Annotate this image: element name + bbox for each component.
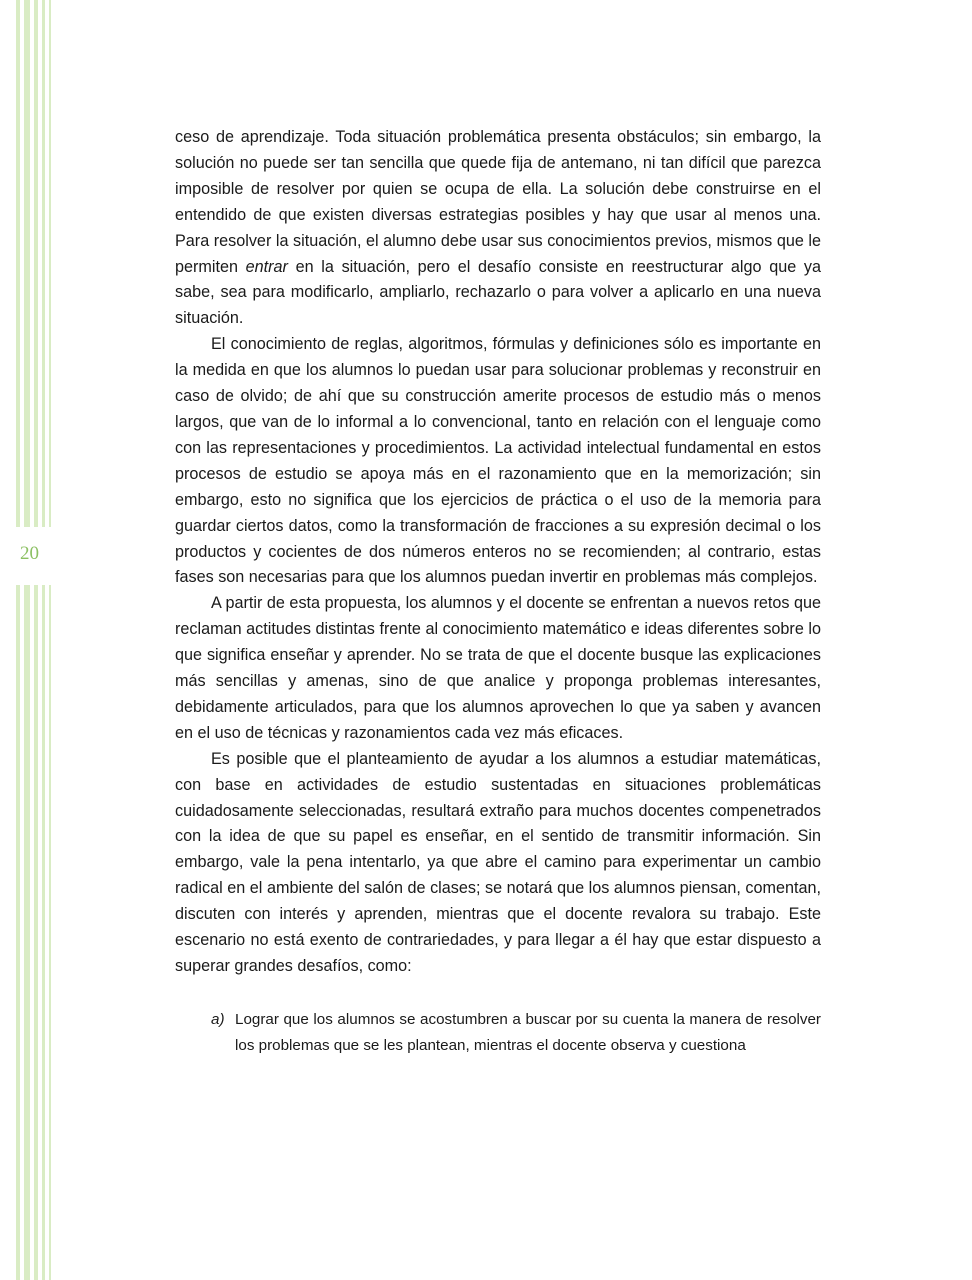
body-text xyxy=(175,125,821,1059)
challenge-list xyxy=(175,1007,821,1059)
paragraph-1-text: ceso de aprendizaje. Toda situación problemática presenta obstáculos; sin embargo, la solución no puede ser tan sencilla que quede fija de antemano, ni tan difícil que parezca imposible de resolver por quien se ocupa de ella. La solución debe construirse en el entendido de que existen diversas estrategias posibles y hay que usar al menos una. Para resolver la situación, el alumno debe usar sus conocimientos previos, mismos que le permiten xyxy=(175,128,821,276)
margin-stripe xyxy=(34,0,38,1280)
paragraph-4: Es posible que el planteamiento de ayudar a los alumnos a estudiar matemáticas, con base en actividades de estudio sustentadas en situaciones problemáticas cuidadosamente seleccionadas, resultará extraño para muchos docentes compenetrados con la idea de que su papel es enseñar, en el sentido de transmitir información. Sin embargo, vale la pena intentarlo, ya que abre el camino para experimentar un cambio radical en el ambiente del salón de clases; se notará que los alumnos piensan, comentan, discuten con interés y aprenden, mientras que el docente revalora su trabajo. Este escenario no está exento de contrariedades, y para llegar a él hay que estar dispuesto a superar grandes desafíos, como: xyxy=(175,749,821,975)
paragraph-3: A partir de esta propuesta, los alumnos y el docente se enfrentan a nuevos retos que reclaman actitudes distintas frente al conocimiento matemático e ideas diferentes sobre lo que significa enseñar y aprender. No se trata de que el docente busque las explicaciones más sencillas y amenas, sino de que analice y proponga problemas interesantes, debidamente articulados, para que los alumnos aprovechen lo que ya saben y avancen en el uso de técnicas y razonamientos cada vez más eficaces. xyxy=(175,594,821,742)
emphasis-entrar: entrar xyxy=(245,257,288,276)
margin-stripes xyxy=(0,0,60,1280)
paragraph-1 xyxy=(175,125,821,332)
paragraph-2: El conocimiento de reglas, algoritmos, fórmulas y definiciones sólo es importante en la medida en que los alumnos lo puedan usar para solucionar problemas y reconstruir en caso de olvido; de ahí que su construcción amerite procesos de estudio más o menos largos, que van de lo informal a lo convencional, tanto en relación con el lenguaje como con las representaciones y procedimientos. La actividad intelectual fundamental en estos procesos de estudio se apoya más en el razonamiento que en la memorización; sin embargo, esto no significa que los ejercicios de práctica o el uso de la memoria para guardar ciertos datos, como la transformación de fracciones a su expresión decimal o los productos y cocientes de dos números enteros no se recomienden; al contrario, estas fases son necesarias para que los alumnos puedan invertir en problemas más complejos. xyxy=(175,335,821,587)
margin-stripe xyxy=(24,0,30,1280)
page-number: 20 xyxy=(20,543,39,564)
margin-stripe xyxy=(49,0,51,1280)
list-item-text: Lograr que los alumnos se acostumbren a buscar por su cuenta la manera de resolver los problemas que se les plantean, mientras el docente observa y cuestiona xyxy=(235,1010,821,1054)
margin-stripe xyxy=(16,0,20,1280)
margin-stripe xyxy=(42,0,45,1280)
paragraph-1-end: en la situación, pero el desafío consiste en reestructurar algo que ya sabe, sea para modificarlo, ampliarlo, rechazarlo o para volver a aplicarlo en una nueva situación. xyxy=(175,257,821,328)
list-item xyxy=(211,1007,821,1059)
list-marker: a) xyxy=(211,1010,225,1028)
